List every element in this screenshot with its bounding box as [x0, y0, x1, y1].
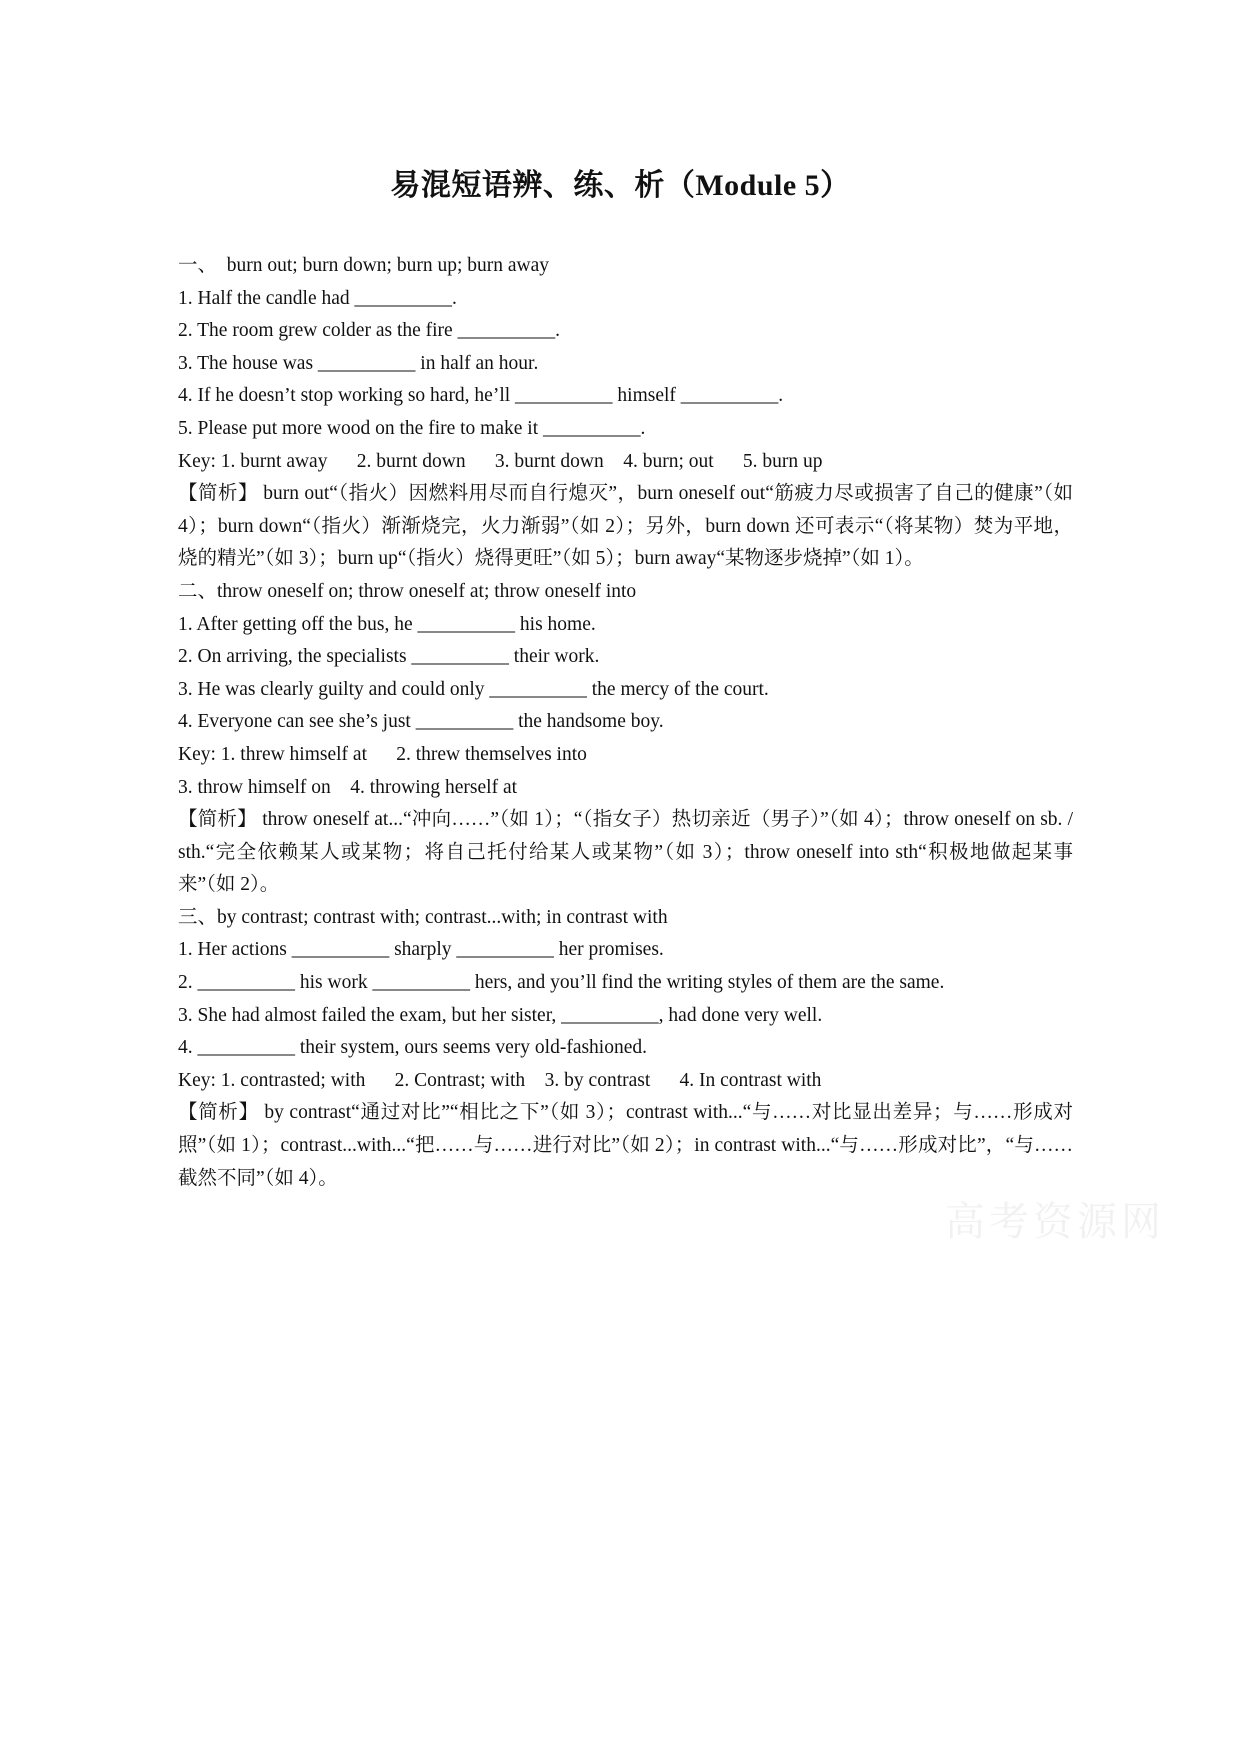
question-line: 3. He was clearly guilty and could only __________ the mercy of the court. — [178, 678, 769, 700]
question-line: 3. The house was __________ in half an hour. — [178, 352, 539, 374]
question-line: 2. On arriving, the specialists __________ their work. — [178, 646, 600, 668]
analysis-paragraph: 【简析】 throw oneself at...“冲向……”（如 1）；“（指女子）热切亲近（男子）”（如 4）；throw oneself on sb. / sth.“完全依赖某人或某物；将自己托付给某人或某物”（如 3）；throw oneself into sth“积极地做起某事来”（如 2）。 — [178, 809, 1073, 896]
question-line: 2. The room grew colder as the fire __________. — [178, 320, 560, 342]
document-body — [178, 250, 1073, 1195]
answer-key-continued: 3. throw himself on 4. throwing herself at — [178, 776, 518, 798]
question-line: 4. Everyone can see she’s just __________ the handsome boy. — [178, 711, 664, 733]
watermark: 高考资源网 — [945, 1199, 1165, 1245]
question-line: 2. __________ his work __________ hers, and you’ll find the writing styles of them are the same. — [178, 972, 945, 994]
analysis-paragraph: 【简析】 by contrast“通过对比”“相比之下”（如 3）；contrast with...“与……对比显出差异；与……形成对照”（如 1）；contrast...with...“把……与……进行对比”（如 2）；in contrast with...“与……形成对比”，“与……截然不同”（如 4）。 — [178, 1102, 1073, 1189]
analysis-paragraph: 【简析】 burn out“（指火）因燃料用尽而自行熄灭”，burn oneself out“筋疲力尽或损害了自己的健康”（如 4）；burn down“（指火）渐渐烧完，火力渐弱”（如 2）；另外，burn down 还可表示“（将某物）焚为平地，烧的精光”（如 3）；burn up“（指火）烧得更旺”（如 5）；burn away“某物逐步烧掉”（如 1）。 — [178, 483, 1073, 570]
section-2-heading: 二、throw oneself on; throw oneself at; throw oneself into — [178, 580, 637, 602]
answer-key: Key: 1. burnt away 2. burnt down 3. burnt down 4. burn; out 5. burn up — [178, 450, 823, 472]
question-line: 3. She had almost failed the exam, but her sister, __________, had done very well. — [178, 1004, 823, 1026]
question-line: 4. If he doesn’t stop working so hard, he’ll __________ himself __________. — [178, 385, 784, 407]
section-1-heading: 一、 burn out; burn down; burn up; burn away — [178, 255, 549, 276]
section-3-heading: 三、by contrast; contrast with; contrast...with; in contrast with — [178, 906, 668, 928]
question-line: 5. Please put more wood on the fire to make it __________. — [178, 417, 646, 439]
question-line: 1. Half the candle had __________. — [178, 287, 457, 309]
answer-key: Key: 1. contrasted; with 2. Contrast; with 3. by contrast 4. In contrast with — [178, 1069, 822, 1091]
question-line: 4. __________ their system, ours seems very old-fashioned. — [178, 1037, 648, 1059]
question-line: 1. After getting off the bus, he __________ his home. — [178, 613, 596, 635]
answer-key: Key: 1. threw himself at 2. threw themselves into — [178, 743, 587, 765]
document-title: 易混短语辨、练、析（Module 5） — [390, 169, 851, 202]
question-line: 1. Her actions __________ sharply __________ her promises. — [178, 939, 664, 961]
